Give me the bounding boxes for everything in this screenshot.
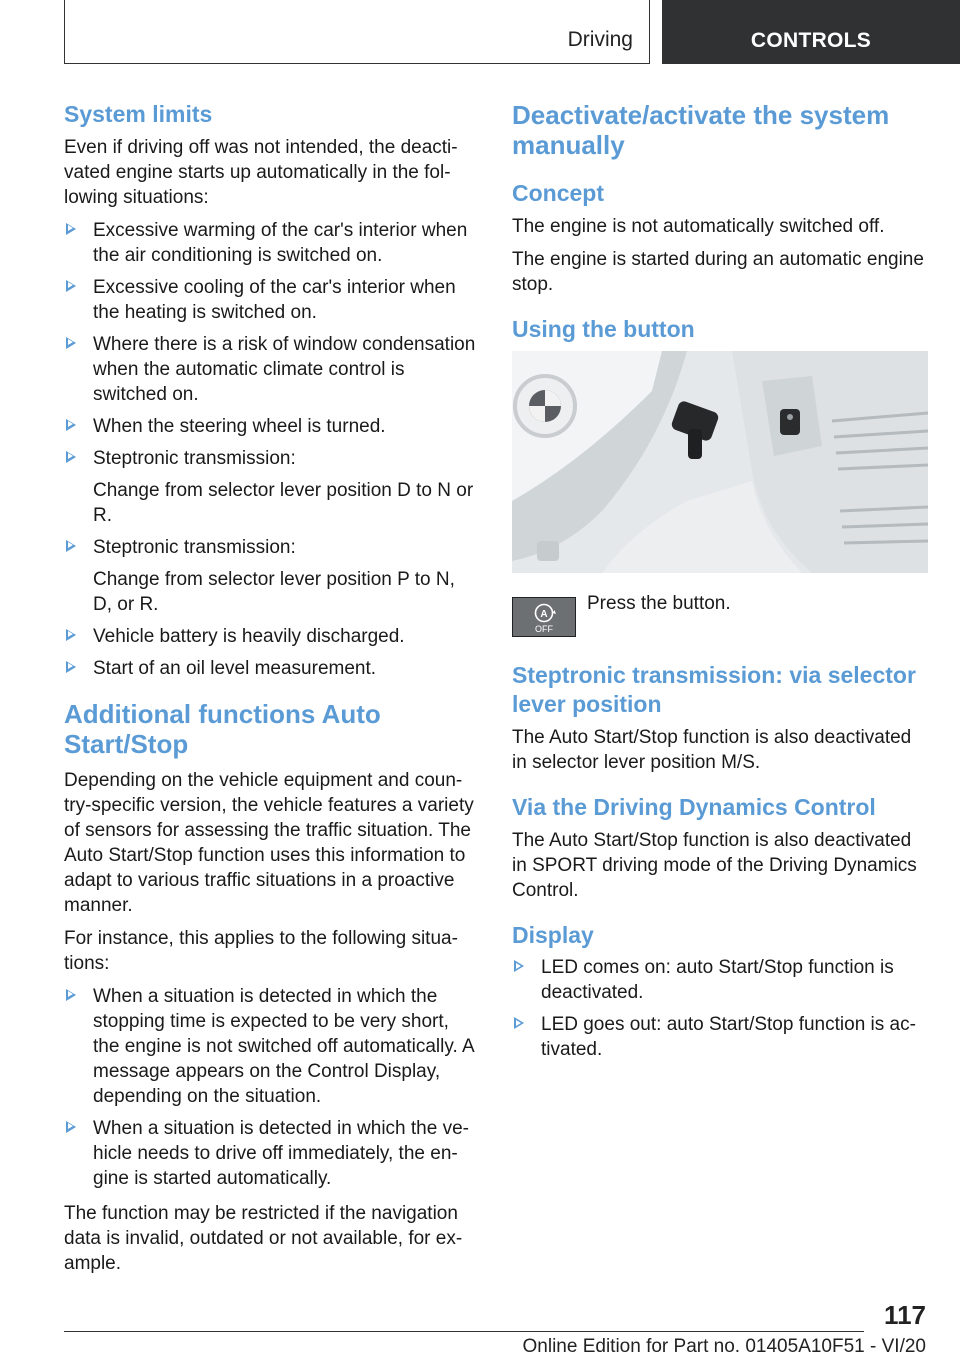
steptronic-heading: Steptronic transmission: via selector lever position xyxy=(512,662,916,718)
triangle-bullet-icon xyxy=(66,337,76,349)
footer-edition: Online Edition for Part no. 01405A10F51 - VI/20 xyxy=(522,1336,926,1357)
deactivate-heading: Deactivate/activate the system manually xyxy=(512,100,890,161)
concept-para-2: The engine is started during an automatic engine stop. xyxy=(512,248,924,295)
list-item: Excessive warming of the car's interior when the air conditioning is switched on. xyxy=(64,218,478,268)
footer-divider xyxy=(64,1331,864,1332)
header-chapter-title: CONTROLS xyxy=(750,29,872,52)
press-button-row xyxy=(512,591,930,645)
list-item: LED comes on: auto Start/Stop function is deactivated. xyxy=(512,955,930,1005)
triangle-bullet-icon xyxy=(66,1121,76,1133)
list-item: When the steering wheel is turned. xyxy=(64,414,478,439)
additional-para-1: Depending on the vehicle equipment and coun-try-specific version, the vehicle features a variety of sensors for assessing the traffic situation. The Auto Start/Stop function uses this information to adapt to various traffic situations in a proactive manner. xyxy=(64,769,474,916)
additional-functions-heading: Additional functions Auto Start/Stop xyxy=(64,698,381,760)
svg-text:OFF: OFF xyxy=(535,624,553,635)
using-button-heading: Using the button xyxy=(512,315,695,342)
system-limits-heading: System limits xyxy=(64,101,213,127)
list-item: LED goes out: auto Start/Stop function is ac-tivated. xyxy=(512,1012,930,1062)
triangle-bullet-icon xyxy=(66,223,76,235)
triangle-bullet-icon xyxy=(66,280,76,292)
list-item: Excessive cooling of the car's interior when the heating is switched on. xyxy=(64,275,478,325)
dynamics-para: The Auto Start/Stop function is also deactivated in SPORT driving mode of the Driving Dynamics Control. xyxy=(512,829,917,901)
triangle-bullet-icon xyxy=(66,419,76,431)
press-button-text: Press the button. xyxy=(587,593,731,615)
system-limits-intro: Even if driving off was not intended, the deacti-vated engine starts up automatically in the fol-lowing situations: xyxy=(64,136,458,208)
page-number: 117 xyxy=(884,1300,926,1330)
list-item: Start of an oil level measurement. xyxy=(64,656,478,681)
list-item: Steptronic transmission: Change from selector lever position P to N, D, or R. xyxy=(64,535,478,617)
triangle-bullet-icon xyxy=(66,661,76,673)
display-list xyxy=(512,955,930,1062)
list-item: When a situation is detected in which the ve-hicle needs to drive off immediately, the en-gine is started automatically. xyxy=(64,1116,478,1191)
triangle-bullet-icon xyxy=(66,540,76,552)
steptronic-para: The Auto Start/Stop function is also deactivated in selector lever position M/S. xyxy=(512,726,912,773)
list-item: When a situation is detected in which the stopping time is expected to be very short, the engine is not switched off automatically. A message appears on the Control Display, depending on the situation. xyxy=(64,984,478,1109)
triangle-bullet-icon xyxy=(66,451,76,463)
triangle-bullet-icon xyxy=(66,989,76,1001)
concept-para-1: The engine is not automatically switched off. xyxy=(512,215,885,237)
list-item: Where there is a risk of window condensation when the automatic climate control is switched on. xyxy=(64,332,478,407)
header-section-title: Driving xyxy=(567,28,633,51)
triangle-bullet-icon xyxy=(514,960,524,972)
header-section-box xyxy=(64,0,650,64)
dashboard-button-photo xyxy=(512,351,928,573)
left-column xyxy=(64,100,478,1284)
display-heading: Display xyxy=(512,921,594,948)
auto-start-stop-off-icon xyxy=(512,597,576,637)
svg-text:A: A xyxy=(540,609,548,621)
dynamics-heading: Via the Driving Dynamics Control xyxy=(512,793,876,820)
header-chapter-box xyxy=(662,0,960,64)
right-column xyxy=(512,100,930,1072)
list-item: Steptronic transmission: Change from selector lever position D to N or R. xyxy=(64,446,478,528)
list-item: Vehicle battery is heavily discharged. xyxy=(64,624,478,649)
additional-para-3: The function may be restricted if the navigation data is invalid, outdated or not available, for ex-ample. xyxy=(64,1202,463,1274)
additional-para-2: For instance, this applies to the following situa-tions: xyxy=(64,927,458,974)
additional-list xyxy=(64,984,478,1191)
triangle-bullet-icon xyxy=(514,1017,524,1029)
system-limits-list xyxy=(64,218,478,681)
concept-heading: Concept xyxy=(512,179,604,206)
triangle-bullet-icon xyxy=(66,629,76,641)
